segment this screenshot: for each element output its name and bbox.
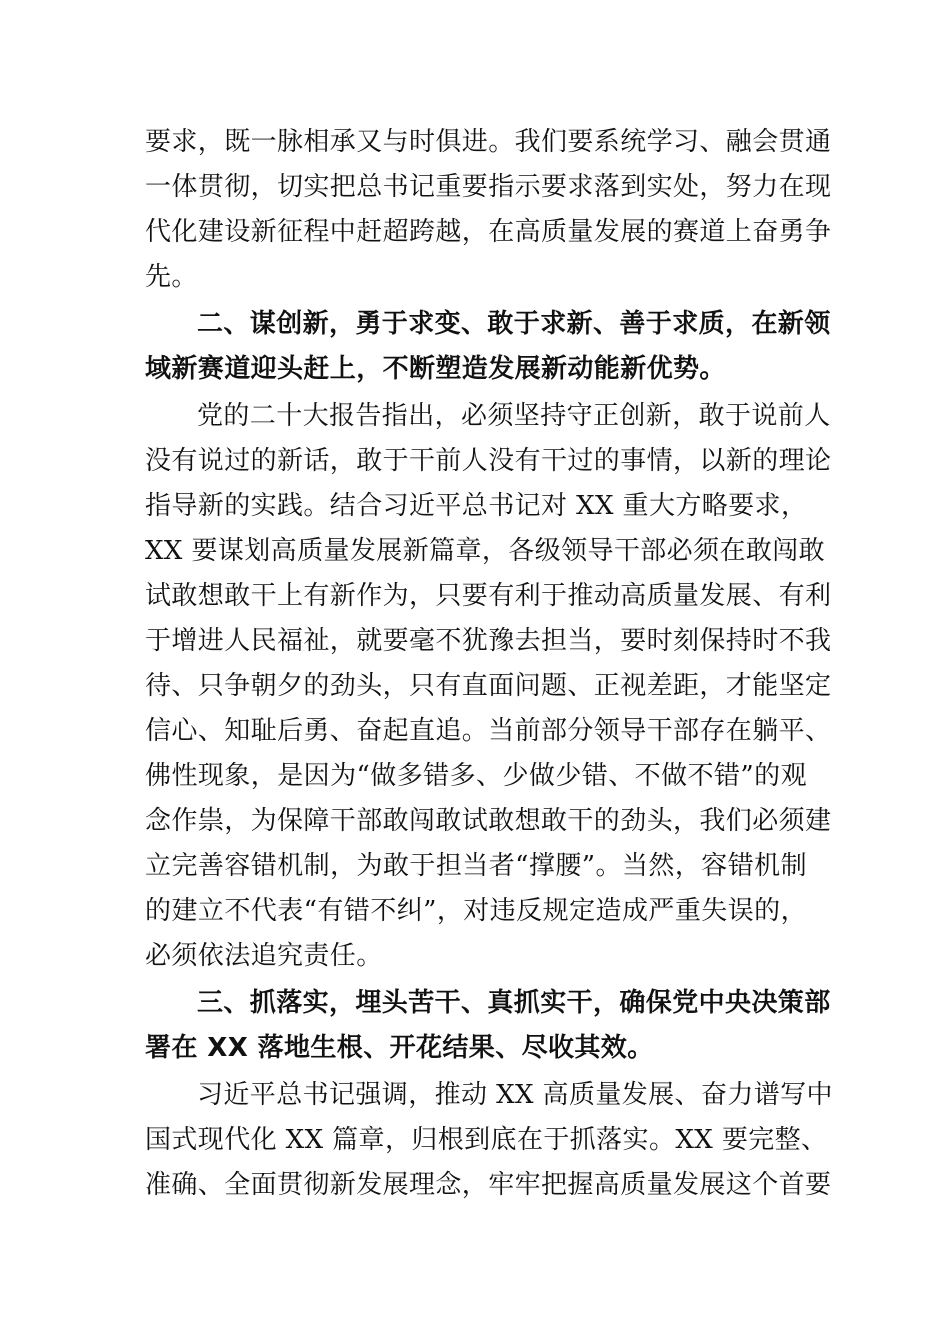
text-line: 立完善容错机制，为敢于担当者“撑腰”。当然，容错机制 (145, 851, 807, 881)
text-line: 试敢想敢干上有新作为，只要有利于推动高质量发展、有利 (145, 581, 832, 611)
heading-line: 二、谋创新，勇于求变、敢于求新、善于求质，在新领 (197, 309, 831, 339)
heading-line: 域新赛道迎头赶上，不断塑造发展新动能新优势。 (145, 354, 726, 384)
section-heading-3 (145, 981, 831, 1071)
paragraph-continuation (145, 120, 832, 300)
text-line: 一体贯彻，切实把总书记重要指示要求落到实处，努力在现 (145, 172, 832, 202)
heading-line: 三、抓落实，埋头苦干、真抓实干，确保党中央决策部 (197, 988, 831, 1018)
text-line: 必须依法追究责任。 (145, 941, 383, 971)
text-line: 佛性现象，是因为“做多错多、少做少错、不做不错”的观 (145, 761, 807, 791)
document-body (145, 120, 833, 1208)
text-line: 代化建设新征程中赶超跨越，在高质量发展的赛道上奋勇争 (145, 217, 832, 247)
text-line: XX 要谋划高质量发展新篇章，各级领导干部必须在敢闯敢 (145, 536, 826, 566)
text-line: 先。 (145, 262, 198, 292)
section-3-paragraph (145, 1073, 833, 1208)
section-heading-2 (145, 302, 831, 392)
text-line: 习近平总书记强调，推动 XX 高质量发展、奋力谱写中 (197, 1080, 833, 1110)
text-line: 国式现代化 XX 篇章，归根到底在于抓落实。XX 要完整、 (145, 1125, 828, 1155)
text-line: 的建立不代表“有错不纠”，对违反规定造成严重失误的， (145, 896, 807, 926)
text-line: 指导新的实践。结合习近平总书记对 XX 重大方略要求， (145, 491, 808, 521)
text-line: 信心、知耻后勇、奋起直追。当前部分领导干部存在躺平、 (145, 716, 832, 746)
text-line: 于增进人民福祉，就要毫不犹豫去担当，要时刻保持时不我 (145, 626, 832, 656)
text-line: 要求，既一脉相承又与时俱进。我们要系统学习、融会贯通 (145, 127, 832, 157)
heading-line: 署在 XX 落地生根、开花结果、尽收其效。 (145, 1033, 654, 1063)
text-line: 党的二十大报告指出，必须坚持守正创新，敢于说前人 (197, 401, 831, 431)
text-line: 待、只争朝夕的劲头，只有直面问题、正视差距，才能坚定 (145, 671, 832, 701)
text-line: 没有说过的新话，敢于干前人没有干过的事情，以新的理论 (145, 446, 832, 476)
text-line: 准确、全面贯彻新发展理念，牢牢把握高质量发展这个首要 (145, 1170, 832, 1200)
section-2-paragraph (145, 394, 832, 979)
text-line: 念作祟，为保障干部敢闯敢试敢想敢干的劲头，我们必须建 (145, 806, 832, 836)
